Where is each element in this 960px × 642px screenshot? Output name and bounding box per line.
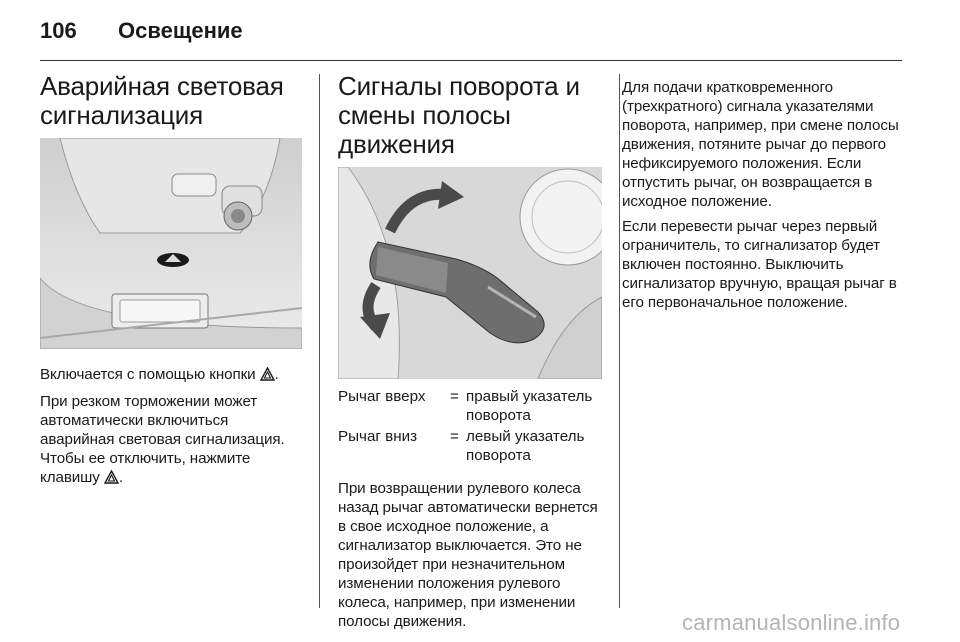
hazard-warning-icon [260, 367, 275, 386]
hazard-para-1: Включается с помощью кнопки . [40, 365, 302, 386]
page-header [40, 18, 243, 44]
column-turn-signals [338, 72, 602, 631]
column-divider [619, 74, 620, 608]
definition-row [338, 425, 602, 465]
hazard-para-1-text: Включается с помощью кнопки [40, 366, 256, 383]
column-hazard-lights [40, 72, 302, 489]
lever-definitions [338, 387, 602, 465]
column-lane-change [622, 72, 904, 312]
definition-term: Рычаг вниз [338, 428, 418, 445]
hazard-para-2-text: При резком торможении может автоматически включиться аварийная световая сигнализация. Чтобы ее отключить, нажмите клавишу [40, 393, 285, 486]
column-divider [319, 74, 320, 608]
lane-change-paragraph-1: Для подачи кратковременного (трехкратного) сигнала указателями поворота, например, при смене полосы движения, потяните рычаг до первого нефиксируемого положения. Если отпустить рычаг, он возвращается в исходное положение. [622, 79, 899, 210]
lever-return-paragraph: При возвращении рулевого колеса назад рычаг автоматически вернется в свое исходное положение, а сигнализатор выключается. Это не произойдет при незначительном изменении положения рулевого колеса, например, при изменении полосы движения. [338, 480, 598, 630]
hazard-button-illustration [40, 138, 302, 349]
page-number: 106 [40, 18, 77, 43]
watermark: carmanualsonline.info [682, 610, 901, 635]
header-rule [40, 60, 902, 61]
definition-description: левый указатель поворота [466, 428, 585, 464]
lane-change-paragraph-2: Если перевести рычаг через первый ограничитель, то сигнализатор будет включен постоянно. Выключить сигнализатор вручную, вращая рычаг в его первоначальное положение. [622, 218, 897, 311]
turn-signal-heading: Сигналы поворота и смены полосы движения [338, 71, 580, 159]
hazard-warning-icon [104, 470, 119, 489]
hazard-para-2: При резком торможении может автоматически включиться аварийная световая сигнализация. Чтобы ее отключить, нажмите клавишу . [40, 392, 302, 489]
section-title: Освещение [118, 18, 243, 43]
definition-term: Рычаг вверх [338, 388, 426, 405]
definition-description: правый указатель поворота [466, 388, 593, 424]
definition-equals: = [450, 388, 459, 405]
definition-equals: = [450, 428, 459, 445]
hazard-heading: Аварийная световая сигнализация [40, 71, 284, 130]
turn-signal-lever-illustration [338, 167, 602, 379]
definition-row [338, 387, 602, 425]
